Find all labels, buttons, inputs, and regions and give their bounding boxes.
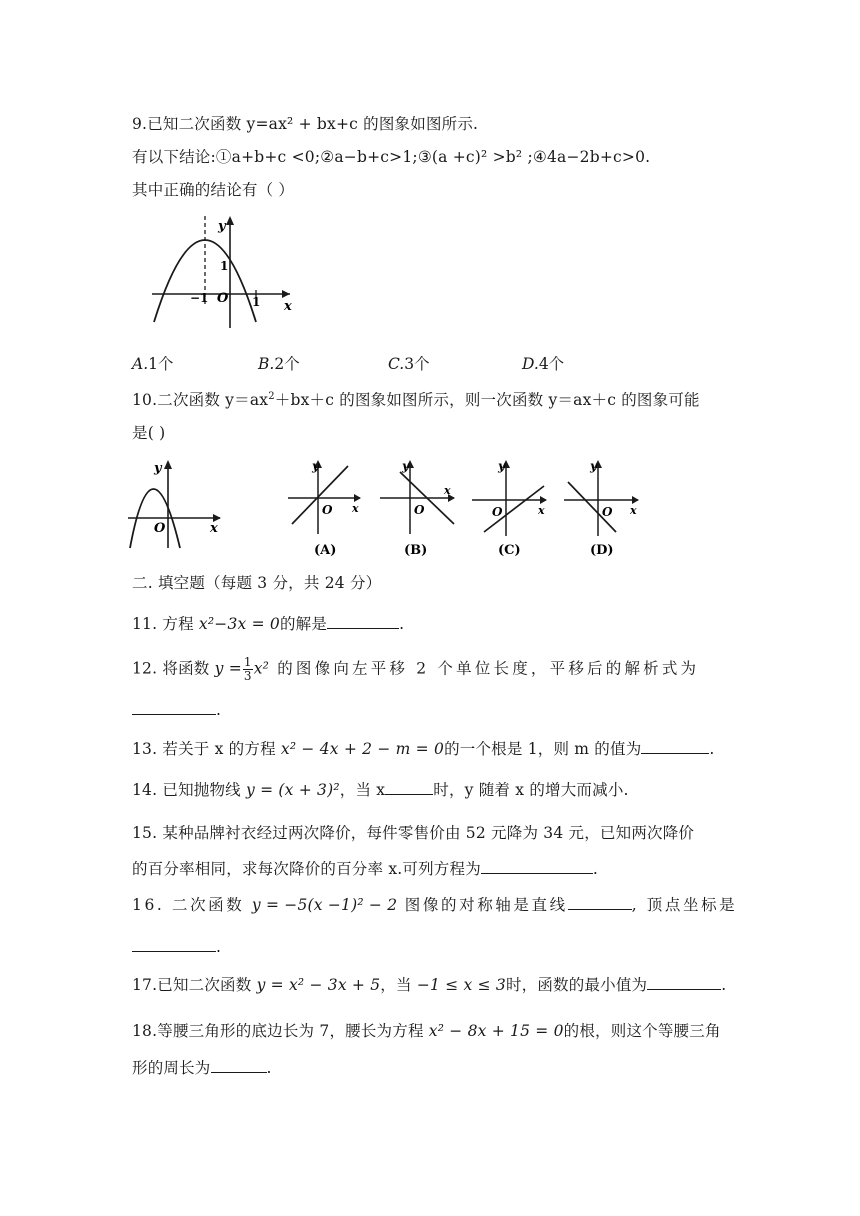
q9-x-label: x — [284, 299, 292, 314]
q10-c-x-label: x — [538, 504, 545, 517]
q16-axis-blank[interactable] — [568, 895, 632, 910]
q18-answer-blank[interactable] — [211, 1058, 267, 1073]
q12-line1: 12. 将函数 y = $\frac{1}{3}$ x² 的图像向左平移 2 个单位长度，平移后的解析式为 — [132, 655, 700, 683]
q12-answer-blank[interactable] — [132, 700, 216, 715]
q17-answer-blank[interactable] — [647, 975, 721, 990]
q10-b-y-label: y — [402, 459, 409, 473]
q15-line1: 15. 某种品牌衬衣经过两次降价，每件零售价由 52 元降为 34 元，已知两次降价 — [132, 824, 695, 842]
q10-d-y-label: y — [590, 459, 597, 473]
q10-d-x-label: x — [630, 504, 637, 517]
q13: 13. 若关于 x 的方程 x² − 4x + 2 − m = 0的一个根是 1，则 m 的值为 . — [132, 740, 715, 758]
q18-line1: 18.等腰三角形的底边长为 7，腰长为方程 x² − 8x + 15 = 0的根，则这个等腰三角 — [132, 1022, 721, 1040]
q10-option-c-label: (C) — [498, 543, 521, 558]
q9-stem-line2: 有以下结论:①a+b+c <0;②a−b+c>1;③(a +c)² >b² ;④4a−2b+c>0. — [132, 148, 651, 166]
q10-b-x-label: x — [444, 484, 451, 497]
q9-origin-label: O — [217, 291, 229, 306]
q10-stem-line1: 10.二次函数 $y=ax^2+bx+c$ 的图象如图所示，则一次函数 y＝ax＋c 的图象可能 — [132, 391, 700, 409]
q9-stem-line1: 9.已知二次函数 y=ax² + bx+c 的图象如图所示. — [132, 115, 479, 133]
q10-y-label: y — [154, 461, 162, 476]
q11: 11. 方程 x²−3x = 0的解是 . — [132, 615, 405, 633]
q9-one-x-label: 1 — [252, 295, 261, 309]
q10-stem-line2: 是( ) — [132, 424, 166, 442]
q10-c-origin-label: O — [492, 505, 503, 519]
q12-line2: . — [132, 700, 221, 719]
q12-fraction: $\frac{1}{3}$ — [243, 655, 252, 683]
q10-option-a-graph[interactable] — [284, 456, 364, 556]
q9-one-y-label: 1 — [220, 259, 229, 273]
q9-parabola-graph — [148, 212, 308, 332]
q10-option-c-graph[interactable] — [470, 456, 550, 556]
q15-line2: 的百分率相同，求每次降价的百分率 x.可列方程为 . — [132, 860, 599, 878]
q10-c-y-label: y — [498, 459, 505, 473]
q9-choice-d[interactable]: D.4个 — [522, 355, 565, 373]
q9-y-label: y — [218, 219, 226, 234]
q10-b-origin-label: O — [414, 503, 425, 517]
q9-choice-c[interactable]: C.3个 — [388, 355, 430, 373]
q10-option-b-graph[interactable] — [378, 456, 458, 556]
q10-option-d-graph[interactable] — [562, 456, 642, 556]
q10-parabola-graph — [126, 456, 226, 556]
q10-a-origin-label: O — [322, 503, 333, 517]
q15-answer-blank[interactable] — [481, 859, 593, 874]
q10-x-label: x — [210, 521, 218, 536]
q11-answer-blank[interactable] — [327, 614, 399, 629]
q14-answer-blank[interactable] — [385, 780, 433, 795]
q9-stem-line3: 其中正确的结论有（ ） — [132, 181, 295, 199]
q10-a-x-label: x — [352, 502, 359, 515]
q14: 14. 已知抛物线 y = (x + 3)²，当 x 时，y 随着 x 的增大而减小. — [132, 781, 629, 799]
q16-line2: . — [132, 937, 221, 956]
section-title-fill-in: 二. 填空题（每题 3 分，共 24 分） — [132, 574, 382, 592]
q9-choice-a[interactable]: A.1个 — [132, 355, 174, 373]
q10-option-b-label: (B) — [404, 543, 428, 558]
q10-option-a-label: (A) — [314, 543, 337, 558]
q10-origin-label: O — [154, 521, 166, 536]
q10-d-origin-label: O — [602, 505, 613, 519]
q10-option-d-label: (D) — [590, 543, 614, 558]
q10-a-y-label: y — [312, 459, 319, 473]
q16-line1: 16. 二次函数 y = −5(x −1)² − 2 图像的对称轴是直线 , 顶点坐标是 — [132, 896, 738, 914]
q9-choice-b[interactable]: B.2个 — [258, 355, 300, 373]
q16-vertex-blank[interactable] — [132, 937, 216, 952]
q18-line2: 形的周长为 . — [132, 1059, 272, 1077]
q9-neg-one-label: −1 — [190, 291, 209, 305]
q13-answer-blank[interactable] — [641, 739, 709, 754]
q17: 17.已知二次函数 y = x² − 3x + 5，当 −1 ≤ x ≤ 3时，函数的最小值为 . — [132, 976, 727, 994]
